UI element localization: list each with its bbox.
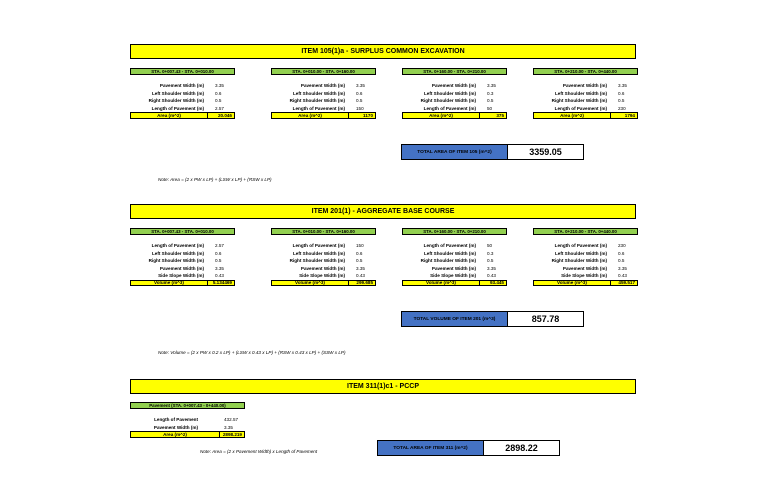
row-label: Left Shoulder Width (m)	[292, 250, 345, 256]
row-value: 150	[356, 243, 364, 249]
row-label: Pavement Width (m)	[562, 265, 607, 271]
table-row	[533, 90, 638, 98]
row-label: Length of Pavement (m)	[554, 105, 607, 111]
row-label: Right Shoulder Width (m)	[289, 98, 345, 104]
row-label: Pavement Width (m)	[562, 83, 607, 89]
row-value: 0.5	[215, 258, 222, 264]
item311-note: Note: Area = (2 x Pavement Width) x Length of Pavement	[200, 449, 318, 454]
item105-title: ITEM 105(1)a - SURPLUS COMMON EXCAVATION	[130, 44, 636, 59]
table-row	[402, 242, 507, 250]
result-row	[130, 112, 235, 119]
total-value: 2898.22	[484, 441, 559, 455]
result-row	[130, 280, 235, 287]
result-value: 1794	[610, 113, 637, 118]
table-row	[130, 97, 235, 105]
table-row	[271, 257, 376, 265]
row-value: 3.35	[215, 83, 224, 89]
row-value: 2.57	[215, 105, 224, 111]
row-value: 0.5	[487, 98, 494, 104]
row-label: Length of Pavement (m)	[151, 105, 204, 111]
table-row	[402, 257, 507, 265]
row-label: Length of Pavement (m)	[423, 243, 476, 249]
row-value: 0.43	[215, 273, 224, 279]
row-value: 3.35	[618, 265, 627, 271]
row-label: Pavement Width (m)	[431, 83, 476, 89]
table-row	[402, 250, 507, 258]
result-value: 299.685	[348, 281, 375, 286]
block-header: STA. 0+210.00 - STA. 0+440.00	[533, 68, 638, 75]
table-row	[130, 242, 235, 250]
block-header: STA. 0+010.00 - STA. 0+160.00	[271, 68, 376, 75]
table-row	[130, 257, 235, 265]
table-row	[271, 242, 376, 250]
row-value: 3.35	[487, 83, 496, 89]
result-label: Volume (m^3)	[557, 280, 587, 286]
result-label: Area (m^2)	[157, 112, 181, 118]
result-label: Area (m^2)	[560, 112, 584, 118]
row-value: 432.57	[224, 417, 239, 423]
row-label: Side Slope Width (m)	[158, 273, 204, 279]
row-label: Left Shoulder Width (m)	[554, 250, 607, 256]
table-row	[271, 272, 376, 280]
table-row	[130, 272, 235, 280]
table-row	[130, 250, 235, 258]
row-label: Left Shoulder Width (m)	[554, 90, 607, 96]
row-value: 3.35	[224, 424, 233, 430]
row-label: Right Shoulder Width (m)	[551, 98, 607, 104]
row-label: Length of Pavement (m)	[423, 105, 476, 111]
table-row	[271, 265, 376, 273]
row-value: 3.35	[356, 265, 365, 271]
item311-block	[130, 402, 245, 438]
row-label: Length of Pavement (m)	[292, 243, 345, 249]
row-value: 3.35	[618, 83, 627, 89]
item105-block-3	[402, 68, 507, 119]
item201-block-3	[402, 228, 507, 286]
row-value: 0.6	[356, 90, 363, 96]
table-row	[130, 265, 235, 273]
total-value: 857.78	[508, 312, 583, 326]
table-row	[533, 250, 638, 258]
item105-note: Note: Area = (2 x PW x LP) + (LSW x LP) + (RSW x LP)	[158, 177, 272, 182]
item201-block-4	[533, 228, 638, 286]
table-row	[130, 416, 245, 424]
table-row	[533, 257, 638, 265]
result-value: 20.046	[207, 113, 234, 118]
row-value: 0.6	[215, 90, 222, 96]
block-header: STA. 0+210.00 - STA. 0+440.00	[533, 228, 638, 235]
result-row	[130, 431, 245, 438]
row-value: 0.6	[356, 250, 363, 256]
row-value: 50	[487, 105, 493, 111]
result-label: Area (m^2)	[163, 431, 187, 437]
result-value: 375	[479, 113, 506, 118]
result-value: 1170	[348, 113, 375, 118]
row-value: 0.43	[487, 273, 496, 279]
table-row	[130, 105, 235, 113]
row-label: Pavement Width (m)	[159, 83, 204, 89]
row-value: 230	[618, 243, 626, 249]
result-row	[533, 112, 638, 119]
row-label: Left Shoulder Width (m)	[151, 250, 204, 256]
table-row	[271, 90, 376, 98]
item201-title: ITEM 201(1) - AGGREGATE BASE COURSE	[130, 204, 636, 219]
item201-note: Note: Volume = (2 x PW x 0.2 x LP) + (LSW x 0.43 x LP) + (RSW x 0.43 x LP) + (SSW x LP)	[158, 350, 346, 355]
result-label: Volume (m^3)	[154, 280, 184, 286]
row-label: Left Shoulder Width (m)	[423, 250, 476, 256]
item311-title: ITEM 311(1)c1 - PCCP	[130, 379, 636, 394]
item201-block-2	[271, 228, 376, 286]
table-row	[402, 272, 507, 280]
row-value: 0.3	[487, 250, 494, 256]
row-value: 0.5	[215, 98, 222, 104]
result-label: Area (m^2)	[298, 112, 322, 118]
total-label: TOTAL AREA OF ITEM 105 (m^2)	[402, 145, 508, 159]
table-row	[402, 265, 507, 273]
row-label: Side Slope Width (m)	[561, 273, 607, 279]
row-label: Left Shoulder Width (m)	[423, 90, 476, 96]
row-value: 150	[356, 105, 364, 111]
table-row	[402, 82, 507, 90]
row-label: Right Shoulder Width (m)	[148, 98, 204, 104]
table-row	[533, 242, 638, 250]
row-value: 0.5	[618, 258, 625, 264]
row-label: Pavement Width (m)	[300, 83, 345, 89]
table-row	[402, 90, 507, 98]
row-label: Right Shoulder Width (m)	[420, 98, 476, 104]
block-header: STA. 0+160.00 - STA. 0+210.00	[402, 228, 507, 235]
result-value: 93.445	[479, 281, 506, 286]
row-value: 0.6	[618, 250, 625, 256]
total-label: TOTAL VOLUME OF ITEM 201 (m^3)	[402, 312, 508, 326]
table-row	[533, 82, 638, 90]
table-row	[533, 272, 638, 280]
result-value: 459.517	[610, 281, 637, 286]
table-row	[130, 82, 235, 90]
row-value: 0.6	[618, 90, 625, 96]
table-row	[271, 105, 376, 113]
row-value: 230	[618, 105, 626, 111]
row-value: 3.35	[487, 265, 496, 271]
result-row	[271, 112, 376, 119]
row-label: Length of Pavement (m)	[554, 243, 607, 249]
table-row	[271, 250, 376, 258]
table-row	[533, 105, 638, 113]
block-header: STA. 0+007.43 - STA. 0+010.00	[130, 228, 235, 235]
item201-block-1	[130, 228, 235, 286]
row-label: Right Shoulder Width (m)	[289, 258, 345, 264]
item311-total	[377, 440, 560, 456]
row-label: Length of Pavement (m)	[151, 243, 204, 249]
table-row	[533, 97, 638, 105]
row-label: Pavement Width (m)	[300, 265, 345, 271]
row-label: Right Shoulder Width (m)	[420, 258, 476, 264]
row-label: Side Slope Width (m)	[299, 273, 345, 279]
item105-block-4	[533, 68, 638, 119]
result-label: Volume (m^3)	[295, 280, 325, 286]
row-value: 0.3	[487, 90, 494, 96]
row-value: 50	[487, 243, 493, 249]
table-row	[402, 105, 507, 113]
row-label: Length of Pavement (m)	[292, 105, 345, 111]
row-label: Right Shoulder Width (m)	[551, 258, 607, 264]
row-value: 0.5	[356, 98, 363, 104]
block-header: STA. 0+160.00 - STA. 0+210.00	[402, 68, 507, 75]
row-label: Side Slope Width (m)	[430, 273, 476, 279]
result-label: Volume (m^3)	[426, 280, 456, 286]
row-value: 3.35	[356, 83, 365, 89]
table-row	[271, 97, 376, 105]
result-value: 2898.219	[219, 432, 244, 437]
item201-total	[401, 311, 584, 327]
row-value: 3.35	[215, 265, 224, 271]
table-row	[271, 82, 376, 90]
total-value: 3359.05	[508, 145, 583, 159]
result-label: Area (m^2)	[429, 112, 453, 118]
row-value: 0.43	[356, 273, 365, 279]
item105-total	[401, 144, 584, 160]
table-row	[130, 90, 235, 98]
table-row	[130, 424, 245, 432]
table-row	[402, 97, 507, 105]
item105-block-1	[130, 68, 235, 119]
row-label: Right Shoulder Width (m)	[148, 258, 204, 264]
row-value: 0.43	[618, 273, 627, 279]
result-value: 5.134469	[207, 281, 234, 286]
result-row	[271, 280, 376, 287]
row-value: 0.6	[215, 250, 222, 256]
block-header: Pavement (STA. 0+007.43 - 0+440.00)	[130, 402, 245, 409]
row-label: Pavement Width (m)	[431, 265, 476, 271]
total-label: TOTAL AREA OF ITEM 311 (m^2)	[378, 441, 484, 455]
row-label: Left Shoulder Width (m)	[292, 90, 345, 96]
row-value: 0.5	[487, 258, 494, 264]
row-label: Pavement Width (m)	[159, 265, 204, 271]
row-label: Left Shoulder Width (m)	[151, 90, 204, 96]
result-row	[402, 112, 507, 119]
row-value: 0.5	[356, 258, 363, 264]
result-row	[533, 280, 638, 287]
block-header: STA. 0+010.00 - STA. 0+160.00	[271, 228, 376, 235]
result-row	[402, 280, 507, 287]
row-label: Pavement Width (m)	[153, 424, 198, 430]
row-label: Length of Pavement	[154, 417, 198, 423]
table-row	[533, 265, 638, 273]
block-header: STA. 0+007.43 - STA. 0+010.00	[130, 68, 235, 75]
row-value: 2.57	[215, 243, 224, 249]
row-value: 0.5	[618, 98, 625, 104]
item105-block-2	[271, 68, 376, 119]
